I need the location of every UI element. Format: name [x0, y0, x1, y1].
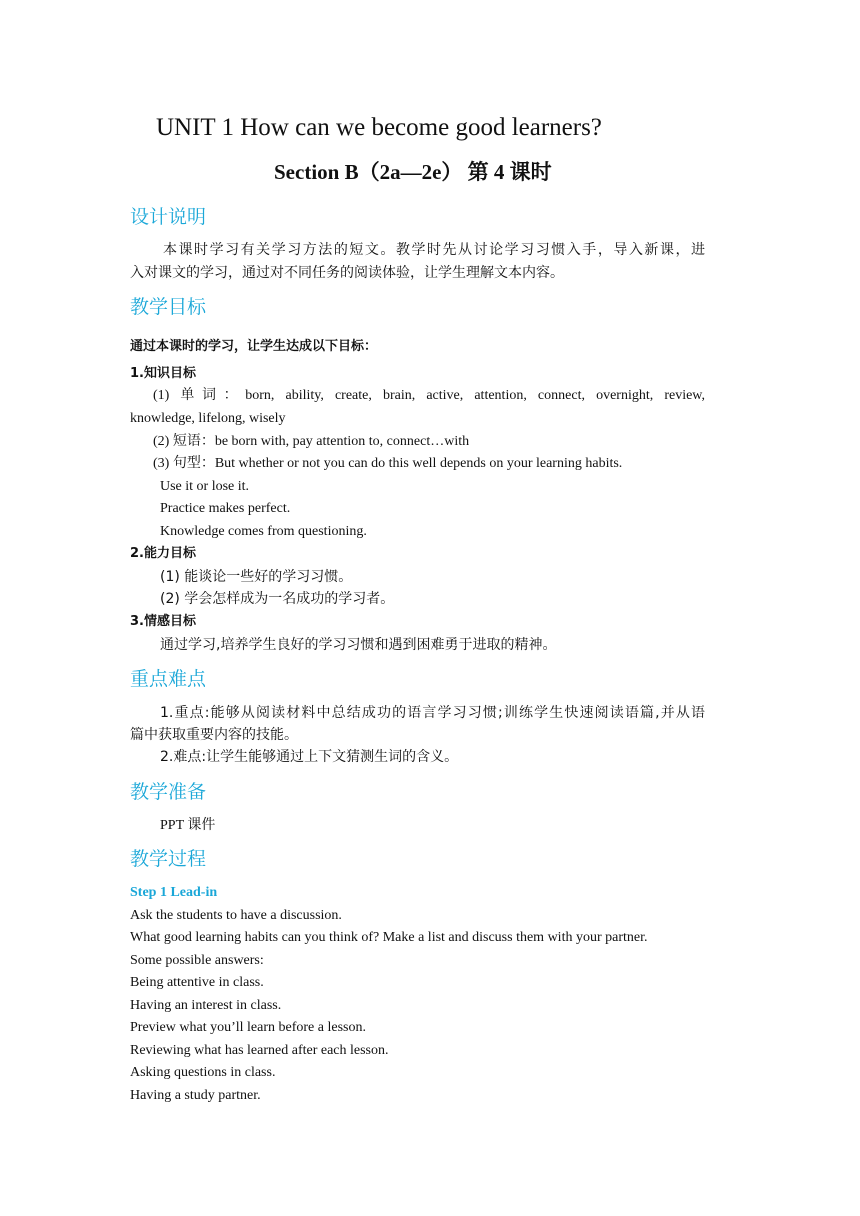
keypoint-1-line1: 1.重点:能够从阅读材料中总结成功的语言学习习惯;训练学生快速阅读语篇,并从语 — [160, 705, 705, 721]
process-line: Asking questions in class. — [130, 1065, 276, 1080]
process-line: What good learning habits can you think of? Make a list and discuss them with your partner. — [130, 930, 648, 945]
section-subtitle: Section B（2a—2e） 第 4 课时 — [274, 160, 552, 184]
heading-prep: 教学准备 — [130, 781, 207, 803]
ability-item-2: (2) 学会怎样成为一名成功的学习者。 — [160, 591, 395, 607]
knowledge-goal-label: 1.知识目标 — [130, 366, 196, 381]
process-line: Reviewing what has learned after each lesson. — [130, 1043, 389, 1058]
emotion-item-1: 通过学习,培养学生良好的学习习惯和遇到困难勇于进取的精神。 — [160, 637, 557, 653]
ability-item-1: (1) 能谈论一些好的学习习惯。 — [160, 569, 353, 585]
process-line: Being attentive in class. — [130, 975, 264, 990]
heading-design: 设计说明 — [130, 206, 207, 228]
knowledge-sentence-2: Practice makes perfect. — [160, 501, 291, 516]
heading-goals: 教学目标 — [130, 296, 207, 318]
ability-goal-label: 2.能力目标 — [130, 546, 196, 561]
knowledge-sentence-1: Use it or lose it. — [160, 479, 250, 494]
knowledge-words-line1: (1) 单词：born, ability, create, brain, active, attention, connect, overnight, review, — [153, 388, 705, 403]
knowledge-phrases: (2) 短语：be born with, pay attention to, connect…with — [153, 434, 470, 449]
design-paragraph-line1: 本课时学习有关学习方法的短文。教学时先从讨论学习习惯入手，导入新课，进 — [163, 242, 705, 258]
keypoint-2: 2.难点:让学生能够通过上下文猜测生词的含义。 — [160, 749, 459, 765]
process-line: Having an interest in class. — [130, 998, 282, 1013]
design-paragraph-line2: 入对课文的学习，通过对不同任务的阅读体验，让学生理解文本内容。 — [130, 265, 564, 281]
heading-keypoints: 重点难点 — [130, 668, 207, 690]
prep-item: PPT 课件 — [160, 818, 216, 833]
goals-intro: 通过本课时的学习，让学生达成以下目标： — [130, 339, 378, 354]
process-line: Preview what you’ll learn before a lesson. — [130, 1020, 366, 1035]
step-1-heading: Step 1 Lead-in — [130, 885, 218, 900]
knowledge-words-line2: knowledge, lifelong, wisely — [130, 411, 286, 426]
knowledge-sentence-pattern: (3) 句型：But whether or not you can do this well depends on your learning habits. — [153, 456, 623, 471]
knowledge-sentence-3: Knowledge comes from questioning. — [160, 524, 367, 539]
emotion-goal-label: 3.情感目标 — [130, 614, 196, 629]
keypoint-1-line2: 篇中获取重要内容的技能。 — [130, 727, 298, 743]
process-line: Having a study partner. — [130, 1088, 261, 1103]
process-line: Some possible answers: — [130, 953, 264, 968]
process-line: Ask the students to have a discussion. — [130, 908, 342, 923]
heading-process: 教学过程 — [130, 848, 207, 870]
unit-title: UNIT 1 How can we become good learners? — [156, 114, 602, 141]
